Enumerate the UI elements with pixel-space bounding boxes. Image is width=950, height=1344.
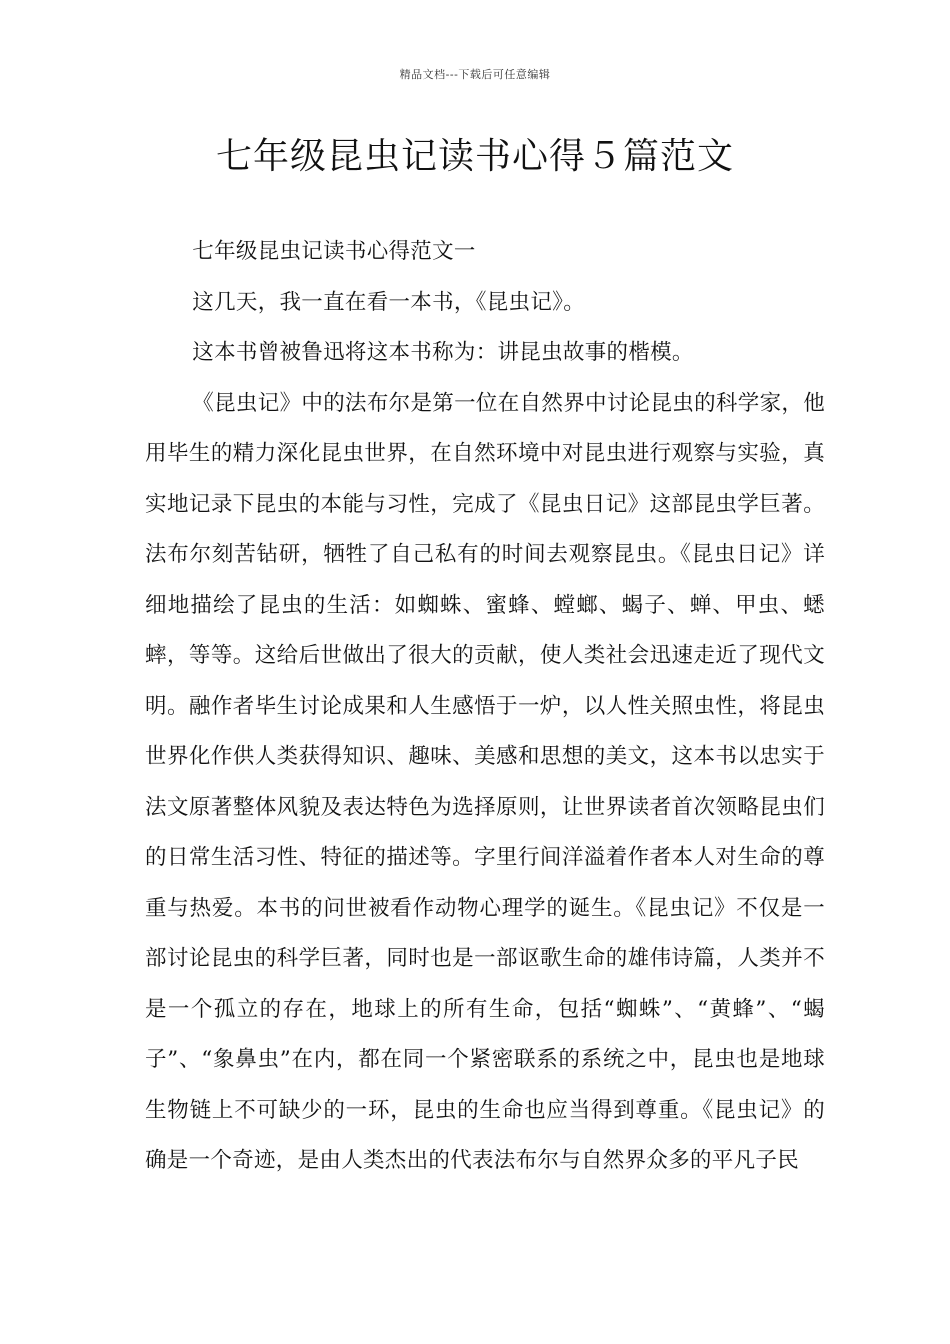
paragraph: 这本书曾被鲁迅将这本书称为：讲昆虫故事的楷模。: [192, 340, 694, 365]
paragraph: 这几天，我一直在看一本书，《昆虫记》。: [192, 289, 585, 315]
section-heading: 七年级昆虫记读书心得范文一: [192, 239, 476, 264]
document-title: 七年级昆虫记读书心得５篇范文: [215, 136, 734, 177]
document-body: [145, 227, 825, 1187]
header-note: 精品文档---下载后可任意编辑: [399, 68, 551, 81]
paragraph: 《昆虫记》中的法布尔是第一位在自然界中讨论昆虫的科学家，他用毕生的精力深化昆虫世界，在自然环境中对昆虫进行观察与实验，真实地记录下昆虫的本能与习性，完成了《昆虫日记》这部昆虫学巨著。法布尔刻苦钻研，牺牲了自己私有的时间去观察昆虫。《昆虫日记》详细地描绘了昆虫的生活：如蜘蛛、蜜蜂、螳螂、蝎子、蝉、甲虫、蟋蟀，等等。这给后世做出了很大的贡献，使人类社会迅速走近了现代文明。融作者毕生讨论成果和人生感悟于一炉，以人性关照虫性，将昆虫世界化作供人类获得知识、趣味、美感和思想的美文，这本书以忠实于法文原著整体风貌及表达特色为选择原则，让世界读者首次领略昆虫们的日常生活习性、特征的描述等。字里行间洋溢着作者本人对生命的尊重与热爱。本书的问世被看作动物心理学的诞生。《昆虫记》不仅是一部讨论昆虫的科学巨著，同时也是一部讴歌生命的雄伟诗篇，人类并不是一个孤立的存在，地球上的所有生命，包括“蜘蛛”、“黄蜂”、“蝎子”、“象鼻虫”在内，都在同一个紧密联系的系统之中，昆虫也是地球生物链上不可缺少的一环，昆虫的生命也应当得到尊重。《昆虫记》的确是一个奇迹，是由人类杰出的代表法布尔与自然界众多的平凡子民: [145, 390, 825, 1173]
